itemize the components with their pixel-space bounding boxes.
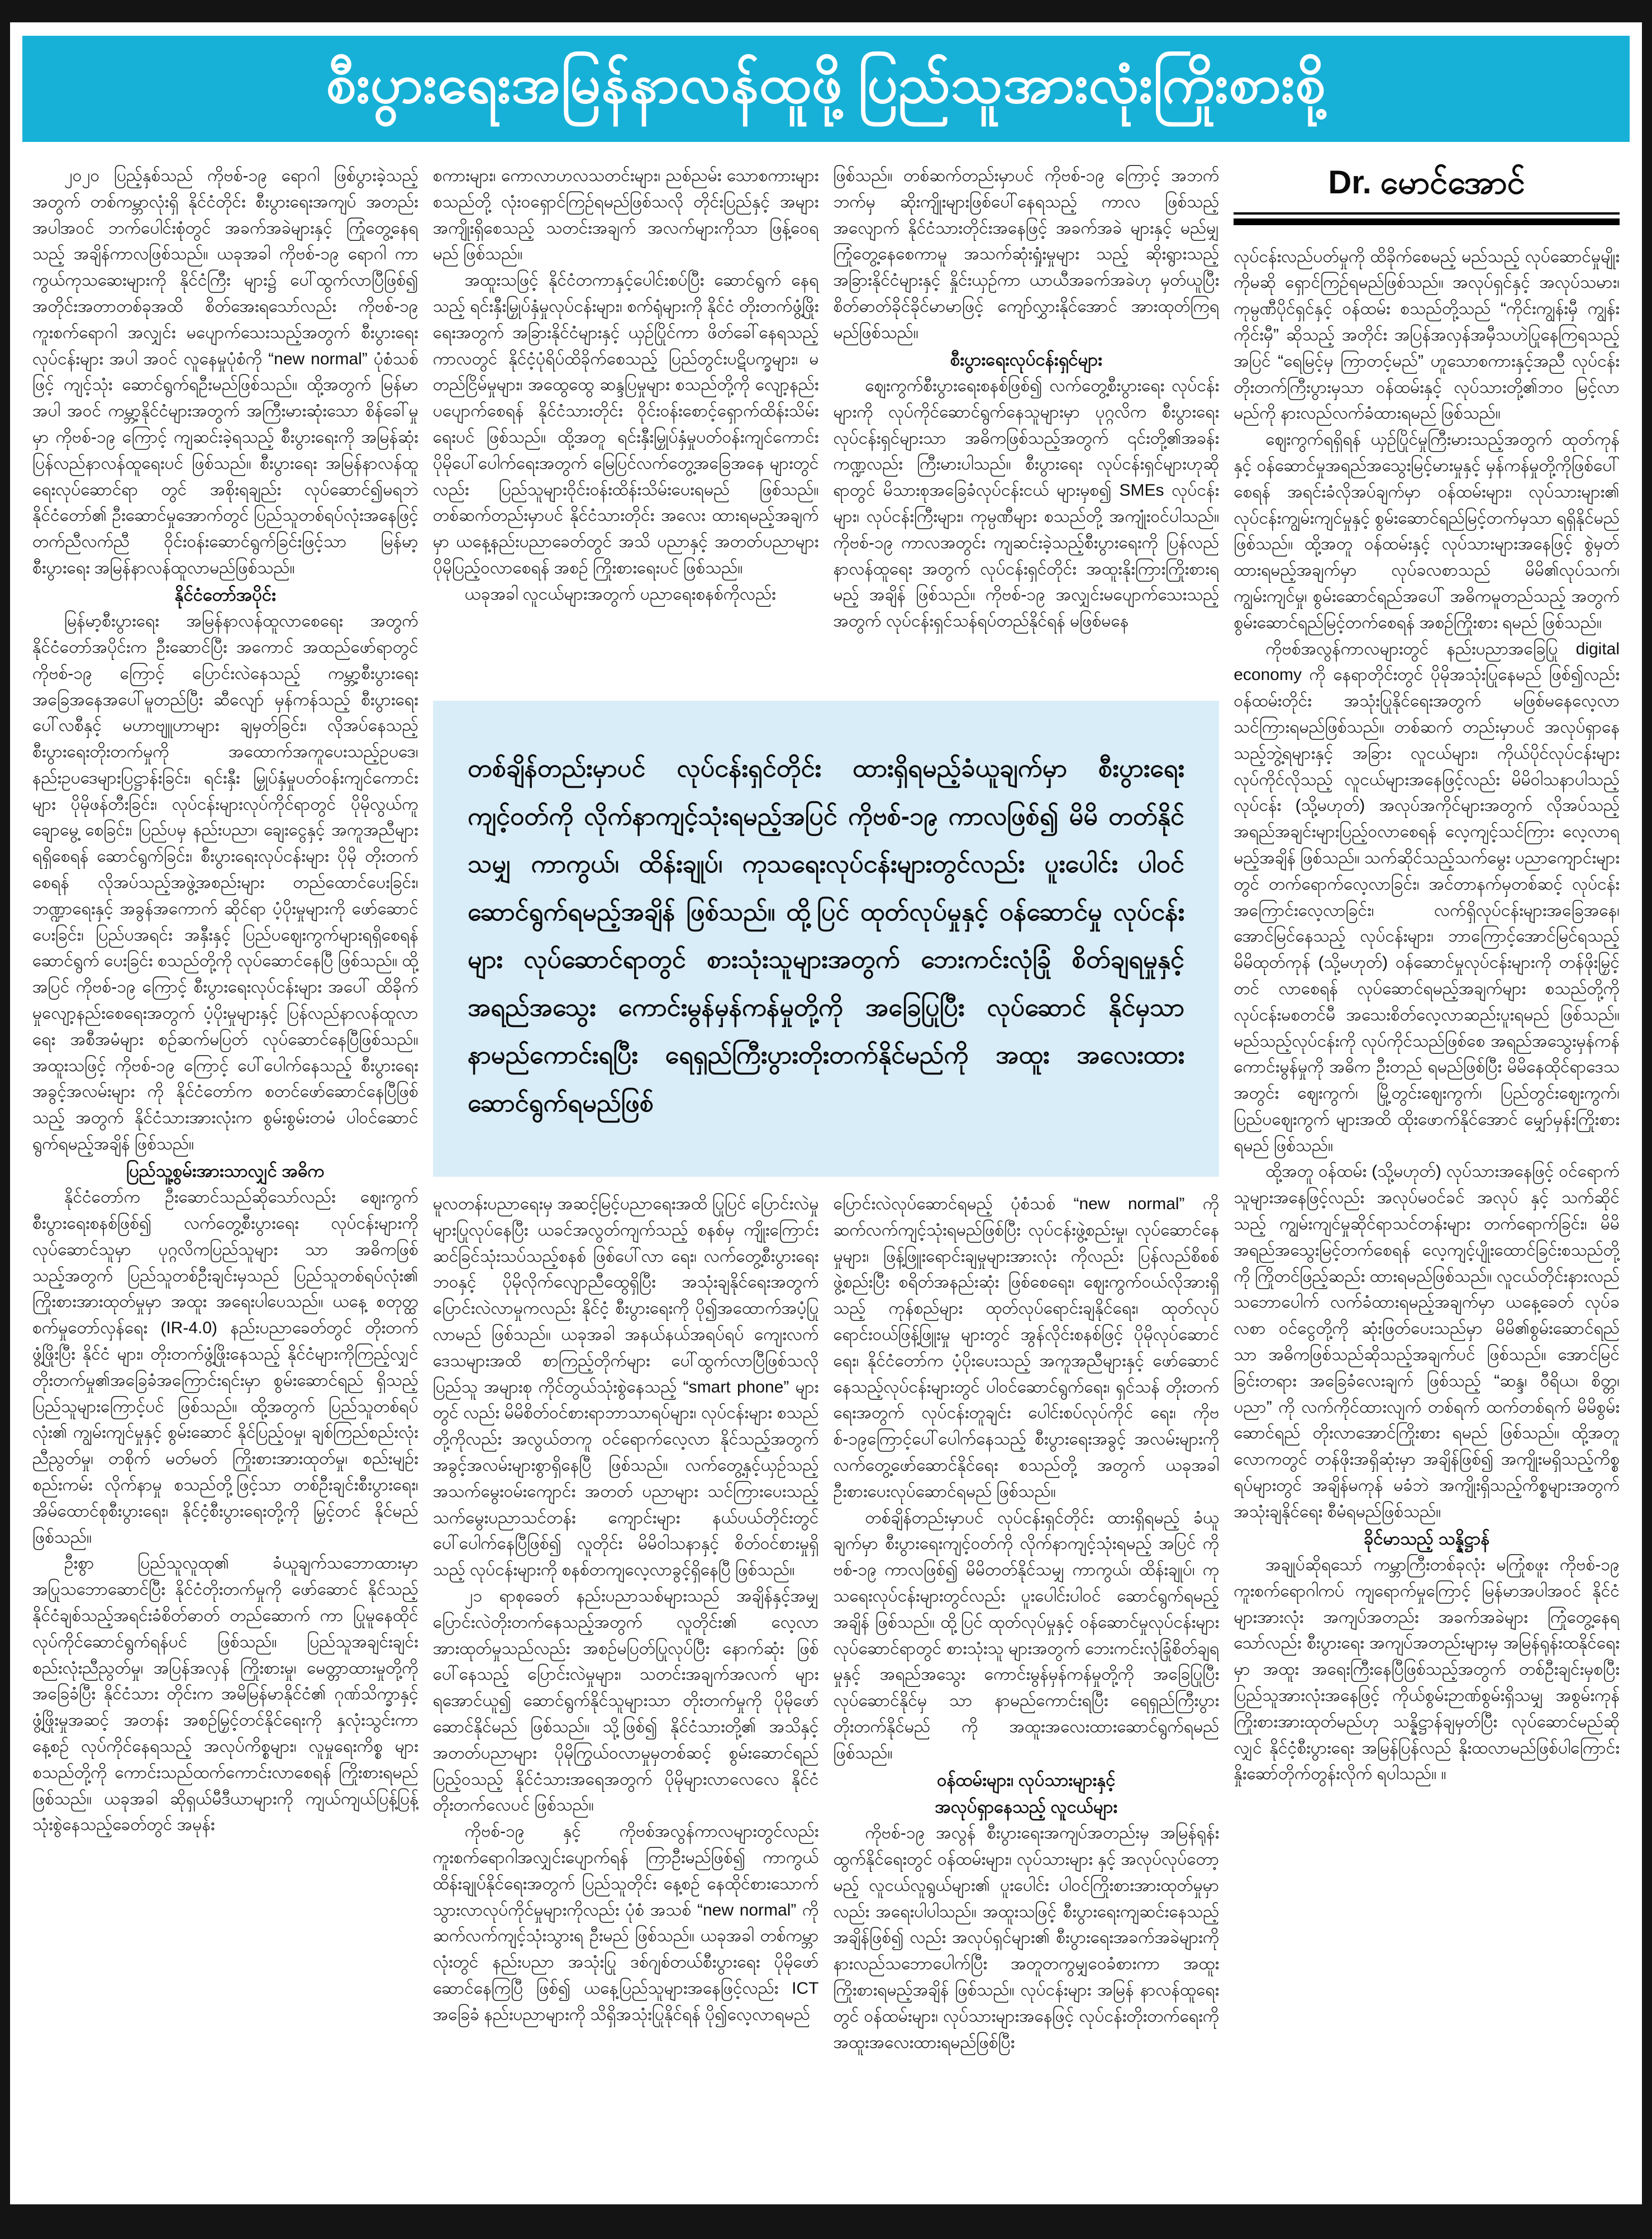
paragraph: ကိုဗစ်အလွန်ကာလများတွင် နည်းပညာအခြေပြု digital economy ကို နေရာတိုင်းတွင် ပိုမိုအသုံးပြုနေမည် ဖြစ်၍လည်း ဝန်ထမ်းတိုင်း အသုံးပြုနိုင်ရေးအတွက် မဖြစ်မနေလေ့လာသင်ကြားရမည်ဖြစ်သည်။ တစ်ဆက် တည်းမှာပင် အလုပ်ရှာနေသည့်ဘွဲ့ရများနှင့် အခြား လူငယ်များ၊ ကိုယ်ပိုင်လုပ်ငန်းများ လုပ်ကိုင်လိုသည့် လူငယ်များအနေဖြင့်လည်း မိမိဝါသနာပါသည့် လုပ်ငန်း (သို့မဟုတ်) အလုပ်အကိုင်များအတွက် လိုအပ်သည့် အရည်အချင်းများပြည့်ဝလာစေရန် လေ့ကျင့်သင်ကြား လေ့လာရမည့်အချိန် ဖြစ်သည်။ သက်ဆိုင်သည့်သက်မွေး ပညာကျောင်းများတွင် တက်ရောက်လေ့လာခြင်း၊ အင်တာနက်မှတစ်ဆင့် လုပ်ငန်းအကြောင်းလေ့လာခြင်း၊ လက်ရှိလုပ်ငန်းများအခြေအနေ၊ အောင်မြင်နေသည့် လုပ်ငန်းများ၊ ဘာကြောင့်အောင်မြင်ရသည့် မိမိထုတ်ကုန် (သို့မဟုတ်) ဝန်ဆောင်မှုလုပ်ငန်းများကို တန်ဖိုးမြှင့်တင် လာစေရန် လုပ်ဆောင်ရမည့်အချက်များ စသည်တို့ကို လုပ်ငန်းမစတင်မီ အသေးစိတ်လေ့လာဆည်းပူးရမည် ဖြစ်သည်။ မည်သည့်လုပ်ငန်းကို လုပ်ကိုင်သည်ဖြစ်စေ အရည်အသွေးမှန်ကန်ကောင်းမွန်မှုကို အဓိက ဦးတည် ရမည်ဖြစ်ပြီး မိမိနေထိုင်ရာဒေသအတွင်း ဈေးကွက်၊ မြို့တွင်းဈေးကွက်၊ ပြည်တွင်းဈေးကွက်၊ ပြည်ပဈေးကွက် များအထိ ထိုးဖောက်နိုင်အောင် မျှော်မှန်းကြိုးစားရမည် ဖြစ်သည်။ (1234, 639, 1620, 1155)
section-heading-workers-line1: ဝန်ထမ်းများ၊ လုပ်သားများနှင့် (937, 1770, 1116, 1790)
paragraph: ထို့အတူ ဝန်ထမ်း (သို့မဟုတ်) လုပ်သားအနေဖြင့် ဝင်ရောက်သူများအနေဖြင့်လည်း အလုပ်မဝင်ခင် အလုပ် နှင့် သက်ဆိုင်သည့် ကျွမ်းကျင်မှုဆိုင်ရာသင်တန်းများ တက်ရောက်ခြင်း၊ မိမိအရည်အသွေးမြင့်တက်စေရန် လေ့ကျင့်ပျိုးထောင်ခြင်းစသည်တို့ကို ကြိုတင်ဖြည့်ဆည်း ထားရမည်ဖြစ်သည်။ လူငယ်တိုင်းနားလည်သဘောပေါက် လက်ခံထားရမည့်အချက်မှာ ယနေ့ခေတ် လုပ်ခလစာ ဝင်ငွေတို့ကို ဆုံးဖြတ်ပေးသည်မှာ မိမိ၏စွမ်းဆောင်ရည် သာ အဓိကဖြစ်သည်ဆိုသည့်အချက်ပင် ဖြစ်သည်။ အောင်မြင်ခြင်းတရား အခြေခံလေးချက် ဖြစ်သည့် “ဆန္ဒ၊ ဝီရိယ၊ စိတ္တ၊ ပညာ” ကို လက်ကိုင်ထားလျက် တစ်ရက် ထက်တစ်ရက် မိမိစွမ်းဆောင်ရည် တိုးလာအောင်ကြိုးစား ရမည် ဖြစ်သည်။ ထို့အတူ လောကတွင် တန်ဖိုးအရှိဆုံးမှာ အချိန်ဖြစ်၍ အကျိုးမရှိသည့်ကိစ္စရပ်များတွင် အချိန်မကုန် မခံဘဲ အကျိုးရှိသည့်ကိစ္စများအတွက် အသုံးချနိုင်ရေး စီမံရမည်ဖြစ်သည်။ (1234, 1162, 1620, 1521)
column-3-upper-segment (834, 163, 1220, 698)
paragraph-continuation: စကားများ၊ ကောလာဟလသတင်းများ၊ ညစ်ညမ်း သောစကားများ စသည်တို့ လုံးဝရှောင်ကြဉ်ရမည်ဖြစ်သလို တိုင်းပြည်နှင့် အများအကျိုးရှိစေသည့် သတင်းအချက် အလက်များကိုသာ ဖြန့်ဝေရမည် ဖြစ်သည်။ (432, 167, 819, 264)
paragraph-continuation: မူလတန်းပညာရေးမှ အဆင့်မြင့်ပညာရေးအထိ ပြုပြင် ပြောင်းလဲမှုများပြုလုပ်နေပြီး ယခင်အလွတ်ကျက်သည့် စနစ်မှ ကျိုးကြောင်းဆင်ခြင်သုံးသပ်သည့်စနစ် ဖြစ်ပေါ်လာ ရေး၊ လက်တွေ့စီးပွားရေးဘဝနှင့် ပိုမိုလိုက်လျောညီထွေရှိပြီး အသုံးချနိုင်ရေးအတွက် ပြောင်းလဲလာမှုကလည်း နိုင်ငံ့ စီးပွားရေးကို ပို၍အထောက်အပံ့ပြုလာမည် ဖြစ်သည်။ ယခုအခါ အနယ်နယ်အရပ်ရပ် ကျေးလက်ဒေသများအထိ စာကြည့်တိုက်များ ပေါ်ထွက်လာပြီဖြစ်သလို ပြည်သူ အများစု ကိုင်တွယ်သုံးစွဲနေသည့် “smart phone” များတွင် လည်း မိမိစိတ်ဝင်စားရာဘာသာရပ်များ၊ လုပ်ငန်းများ စသည်တို့ကိုလည်း အလွယ်တကူ ဝင်ရောက်လေ့လာ နိုင်သည့်အတွက် အခွင့်အလမ်းများစွာရှိနေပြီ ဖြစ်သည်။ လက်တွေ့နှင့်ယှဉ်သည့် အသက်မွေးဝမ်းကျောင်း အတတ် ပညာများ သင်ကြားပေးသည့် သက်မွေးပညာသင်တန်း ကျောင်းများ နယ်ပယ်တိုင်းတွင် ပေါ်ပေါက်နေပြီဖြစ်၍ လူတိုင်း မိမိဝါသနာနှင့် စိတ်ဝင်စားမှုရှိသည့် လုပ်ငန်းများကို စနစ်တကျလေ့လာခွင့်ရှိနေပြီ ဖြစ်သည်။ (432, 1195, 819, 1580)
section-heading-state: နိုင်ငံတော်အပိုင်း (174, 584, 277, 605)
paragraph: ဈေးကွက်စီးပွားရေးစနစ်ဖြစ်၍ လက်တွေ့စီးပွားရေး လုပ်ငန်းများကို လုပ်ကိုင်ဆောင်ရွက်နေသူများမှာ ပုဂ္ဂလိက စီးပွားရေးလုပ်ငန်းရှင်များသာ အဓိကဖြစ်သည့်အတွက် ၎င်းတို့၏အခန်းကဏ္ဍလည်း ကြီးမားပါသည်။ စီးပွားရေး လုပ်ငန်းရှင်များဟုဆိုရာတွင် မိသားစုအခြေခံလုပ်ငန်းငယ် များမှစ၍ SMEs လုပ်ငန်းများ၊ လုပ်ငန်းကြီးများ၊ ကုမ္ပဏီများ စသည်တို့ အကျုံးဝင်ပါသည်။ ကိုဗစ်-၁၉ ကာလအတွင်း ကျဆင်းခဲ့သည့်စီးပွားရေးကို ပြန်လည်နာလန်ထူရေး အတွက် လုပ်ငန်းရှင်တိုင်း အထူးနိုးကြားကြိုးစားရမည့် အချိန် ဖြစ်သည်။ ကိုဗစ်-၁၉ အလျှင်းမပျောက်သေးသည့် အတွက် လုပ်ငန်းရှင်သန်ရပ်တည်နိုင်ရန် မဖြစ်မနေ (833, 376, 1220, 631)
byline-block (1234, 163, 1620, 225)
byline-rule-thick (1234, 218, 1620, 225)
section-heading-resolution: ခိုင်မာသည့် သန္နိဋ္ဌာန် (1364, 1528, 1490, 1548)
paragraph-continuation: ပြောင်းလဲလုပ်ဆောင်ရမည့် ပုံစံသစ် “new normal” ကို ဆက်လက်ကျင့်သုံးရမည်ဖြစ်ပြီး လုပ်ငန်းဖွဲ့စည်းမှု၊ လုပ်ဆောင်နေမှုများ၊ ဖြန့်ဖြူးရောင်းချမှုများအားလုံး ကိုလည်း ပြန်လည်စိစစ်ဖွဲ့စည်းပြီး စရိတ်အနည်းဆုံး ဖြစ်စေရေး၊ ဈေးကွက်ဝယ်လိုအားရှိသည့် ကုန်စည်များ ထုတ်လုပ်ရောင်းချနိုင်ရေး၊ ထုတ်လုပ်ရောင်းဝယ်ဖြန့်ဖြူးမှု များတွင် အွန်လိုင်းစနစ်ဖြင့် ပိုမိုလုပ်ဆောင်ရေး၊ နိုင်ငံတော်က ပံ့ပိုးပေးသည့် အကူအညီများနှင့် ဖော်ဆောင် နေသည့်လုပ်ငန်းများတွင် ပါဝင်ဆောင်ရွက်ရေး၊ ရှင်သန် တိုးတက်ရေးအတွက် လုပ်ငန်းတူချင်း ပေါင်းစပ်လုပ်ကိုင် ရေး၊ ကိုဗစ်-၁၉ကြောင့်ပေါ်ပေါက်နေသည့် စီးပွားရေးအခွင့် အလမ်းများကို လက်တွေ့ဖော်ဆောင်နိုင်ရေး စသည်တို့ အတွက် ယခုအခါ ဦးစားပေးလုပ်ဆောင်ရမည် ဖြစ်သည်။ (833, 1195, 1220, 1501)
paragraph: ၂၁ ရာစုခေတ် နည်းပညာသစ်များသည် အချိန်နှင့်အမျှ ပြောင်းလဲတိုးတက်နေသည့်အတွက် လူတိုင်း၏ လေ့လာ အားထုတ်မှုသည်လည်း အစဉ်မပြတ်ပြုလုပ်ပြီး နောက်ဆုံး ဖြစ်ပေါ်နေသည့် ပြောင်းလဲမှုများ၊ သတင်းအချက်အလက် များရအောင်ယူ၍ ဆောင်ရွက်နိုင်သူများသာ တိုးတက်မှုကို ပိုမိုဖော်ဆောင်နိုင်မည် ဖြစ်သည်။ သို့ဖြစ်၍ နိုင်ငံသားတို့၏ အသိနှင့်အတတ်ပညာများ ပိုမိုကြွယ်ဝလာမှုမှတစ်ဆင့် စွမ်းဆောင်ရည်ပြည့်ဝသည့် နိုင်ငံသားအရေအတွက် ပိုမိုများလာလေလေ နိုင်ငံတိုးတက်လေပင် ဖြစ်သည်။ (432, 1586, 819, 1815)
paragraph: နိုင်ငံတော်က ဦးဆောင်သည်ဆိုသော်လည်း ဈေးကွက်စီးပွားရေးစနစ်ဖြစ်၍ လက်တွေ့စီးပွားရေး လုပ်ငန်းများကို လုပ်ဆောင်သူမှာ ပုဂ္ဂလိကပြည်သူများ သာ အဓိကဖြစ်သည့်အတွက် ပြည်သူတစ်ဦးချင်းမှသည် ပြည်သူတစ်ရပ်လုံး၏ ကြိုးစားအားထုတ်မှုမှာ အထူး အရေးပါပေသည်။ ယနေ့ စတုတ္ထစက်မှုတော်လှန်ရေး (IR-4.0) နည်းပညာခေတ်တွင် တိုးတက်ဖွံ့ဖြိုးပြီး နိုင်ငံ များ၊ တိုးတက်ဖွံ့ဖြိုးနေသည့် နိုင်ငံများကိုကြည့်လျှင် တိုးတက်မှု၏အခြေခံအကြောင်းရင်းမှာ စွမ်းဆောင်ရည် ရှိသည့် ပြည်သူများကြောင့်ပင် ဖြစ်သည်။ ထို့အတွက် ပြည်သူတစ်ရပ်လုံး၏ ကျွမ်းကျင်မှုနှင့် စွမ်းဆောင် နိုင်ပြည့်ဝမှု၊ ချစ်ကြည်စည်းလုံးညီညွတ်မှု၊ တစိုက် မတ်မတ် ကြိုးစားအားထုတ်မှု၊ စည်းမျဉ်းစည်းကမ်း လိုက်နာမှု စသည်တို့ဖြင့်သာ တစ်ဦးချင်းစီးပွားရေး၊ အိမ်ထောင်စုစီးပွားရေး၊ နိုင်ငံ့စီးပွားရေးတို့ကို မြှင့်တင် နိုင်မည်ဖြစ်သည်။ (32, 1188, 418, 1547)
column-4 (1234, 163, 1620, 2175)
article-body (32, 163, 1620, 2175)
paragraph: အထူးသဖြင့် နိုင်ငံတကာနှင့်ပေါင်းစပ်ပြီး ဆောင်ရွက် နေရသည့် ရင်းနှီးမြှုပ်နှံမှုလုပ်ငန်းများ၊ စက်ရုံများကို နိုင်ငံ တိုးတက်ဖွံ့ဖြိုးရေးအတွက် အခြားနိုင်ငံများနှင့် ယှဉ်ပြိုင်ကာ ဖိတ်ခေါ်နေရသည့်ကာလတွင် နိုင်ငံ့ပုံရိပ်ထိခိုက်စေသည့် ပြည်တွင်းပဋိပက္ခများ၊ မတည်ငြိမ်မှုများ၊ အထွေထွေ ဆန္ဒပြမှုများ စသည်တို့ကို လျော့နည်းပပျောက်စေရန် နိုင်ငံသားတိုင်း ဝိုင်းဝန်းစောင့်ရှောက်ထိန်းသိမ်းရေးပင် ဖြစ်သည်။ ထို့အတူ ရင်းနှီးမြှုပ်နှံမှုပတ်ဝန်းကျင်ကောင်း ပိုမိုပေါ်ပေါက်ရေးအတွက် မြေပြင်လက်တွေ့အခြေအနေ များတွင်လည်း ပြည်သူများဝိုင်းဝန်းထိန်းသိမ်းပေးရမည် ဖြစ်သည်။ တစ်ဆက်တည်းမှာပင် နိုင်ငံသားတိုင်း အလေး ထားရမည့်အချက်မှာ ယနေ့နည်းပညာခေတ်တွင် အသိ ပညာနှင့် အတတ်ပညာများ ပိုမိုပြည့်ဝလာစေရန် အစဉ် ကြိုးစားရေးပင် ဖြစ်သည်။ (432, 271, 819, 577)
pull-quote-box (433, 701, 1219, 1177)
paragraph: ယခုအခါ လူငယ်များအတွက် ပညာရေးစနစ်ကိုလည်း (464, 584, 776, 603)
paragraph: ၂၀၂၀ ပြည့်နှစ်သည် ကိုဗစ်-၁၉ ရောဂါ ဖြစ်ပွားခဲ့သည့် အတွက် တစ်ကမ္ဘာလုံးရှိ နိုင်ငံတိုင်း စီးပွားရေးအကျပ် အတည်း အပါအဝင် ဘက်ပေါင်းစုံတွင် အခက်အခဲများနှင့် ကြုံတွေ့နေရသည့် အချိန်ကာလဖြစ်သည်။ ယခုအခါ ကိုဗစ်-၁၉ ရောဂါ ကာကွယ်ကုသဆေးများကို နိုင်ငံကြီး များ၌ ပေါ်ထွက်လာပြီဖြစ်၍ အတိုင်းအတာတစ်ခုအထိ စိတ်အေးရသော်လည်း ကိုဗစ်-၁၉ ကူးစက်ရောဂါ အလျှင်း မပျောက်သေးသည့်အတွက် စီးပွားရေးလုပ်ငန်းများ အပါ အဝင် လူနေမှုပုံစံကို “new normal” ပုံစံသစ်ဖြင့် ကျင့်သုံး ဆောင်ရွက်ရဦးမည်ဖြစ်သည်။ ထို့အတွက် မြန်မာအပါ အဝင် ကမ္ဘာ့နိုင်ငံများအတွက် အကြီးမားဆုံးသော စိန်ခေါ်မှုမှာ ကိုဗစ်-၁၉ ကြောင့် ကျဆင်းခဲ့ရသည့် စီးပွားရေးကို အမြန်ဆုံး ပြန်လည်နာလန်ထူရေးပင် ဖြစ်သည်။ စီးပွားရေး အမြန်နာလန်ထူရေးလုပ်ဆောင်ရာ တွင် အစိုးရချည်း လုပ်ဆောင်၍မရဘဲ နိုင်ငံတော်၏ ဦးဆောင်မှုအောက်တွင် ပြည်သူတစ်ရပ်လုံးအနေဖြင့် တက်ညီလက်ညီ ဝိုင်းဝန်းဆောင်ရွက်ခြင်းဖြင့်သာ မြန်မာ့ စီးပွားရေး အမြန်နာလန်ထူလာမည်ဖြစ်သည်။ (32, 167, 418, 577)
paragraph: ကိုဗစ်-၁၉ နှင့် ကိုဗစ်အလွန်ကာလများတွင်လည်း ကူးစက်ရောဂါအလျှင်းပျောက်ရန် ကြာဦးမည်ဖြစ်၍ ကာကွယ်ထိန်းချုပ်နိုင်ရေးအတွက် ပြည်သူတိုင်း နေ့စဉ် နေထိုင်စားသောက်သွားလာလုပ်ကိုင်မှုများကိုလည်း ပုံစံ အသစ် “new normal” ကို ဆက်လက်ကျင့်သုံးသွားရ ဦးမည် ဖြစ်သည်။ ယခုအခါ တစ်ကမ္ဘာလုံးတွင် နည်းပညာ အသုံးပြု ဒစ်ဂျစ်တယ်စီးပွားရေး ပိုမိုဖော်ဆောင်နေကြပြီ ဖြစ်၍ ယနေ့ပြည်သူများအနေဖြင့်လည်း ICT အခြေခံ နည်းပညာများကို သိရှိအသုံးပြုနိုင်ရန် ပို၍လေ့လာရမည် (432, 1822, 819, 2024)
headline-banner (22, 36, 1630, 142)
paragraph: ကိုဗစ်-၁၉ အလွန် စီးပွားရေးအကျပ်အတည်းမှ အမြန်ရုန်းထွက်နိုင်ရေးတွင် ဝန်ထမ်းများ၊ လုပ်သားများ နှင့် အလုပ်လုပ်တော့မည့် လူငယ်လူရွယ်များ၏ ပူးပေါင်း ပါဝင်ကြိုးစားအားထုတ်မှုမှာလည်း အရေးပါပါသည်။ အထူးသဖြင့် စီးပွားရေးကျဆင်းနေသည့်အချိန်ဖြစ်၍ လည်း အလုပ်ရှင်များ၏ စီးပွားရေးအခက်အခဲများကို နားလည်သဘောပေါက်ပြီး အတူတကွမျှဝေခံစားကာ အထူးကြိုးစားရမည့်အချိန် ဖြစ်သည်။ လုပ်ငန်းများ အမြန် နာလန်ထူရေးတွင် ဝန်ထမ်းများ၊ လုပ်သားများအနေဖြင့် လုပ်ငန်းတိုးတက်ရေးကို အထူးအလေးထားရမည်ဖြစ်ပြီး (833, 1824, 1220, 2052)
paragraph-continuation: လုပ်ငန်းလည်ပတ်မှုကို ထိခိုက်စေမည့် မည်သည့် လုပ်ဆောင်မှုမျိုးကိုမဆို ရှောင်ကြဉ်ရမည်ဖြစ်သည်။ အလုပ်ရှင်နှင့် အလုပ်သမား၊ ကုမ္ပဏီပိုင်ရှင်နှင့် ဝန်ထမ်း စသည်တို့သည် “ကိုင်းကျွန်းမှီ ကျွန်းကိုင်းမှီ” ဆိုသည့် အတိုင်း အပြန်အလှန်အမှီသဟဲပြုနေကြရသည့်အပြင် “ရေမြင့်မှ ကြာတင့်မည်” ဟူသောစကားနှင့်အညီ လုပ်ငန်း တိုးတက်ကြီးပွားမှသာ ဝန်ထမ်းနှင့် လုပ်သားတို့၏ဘဝ မြင့်လာမည်ကို နားလည်လက်ခံထားရမည် ဖြစ်သည်။ (1234, 247, 1620, 423)
author-byline: Dr. မောင်အောင် (1328, 164, 1525, 201)
article-headline: စီးပွားရေးအမြန်နာလန်ထူဖို့ ပြည်သူအားလုံးကြိုးစားစို့ (326, 54, 1326, 114)
paragraph-continuation: ဖြစ်သည်။ တစ်ဆက်တည်းမှာပင် ကိုဗစ်-၁၉ ကြောင့် အဘက်ဘက်မှ ဆိုးကျိုးများဖြစ်ပေါ်နေရသည့် ကာလ ဖြစ်သည့်အလျောက် နိုင်ငံသားတိုင်းအနေဖြင့် အခက်အခဲ များနှင့် မည်မျှကြုံတွေ့နေစေကာမူ အသက်ဆုံးရှုံးမှုများ သည့် ဆိုးရွားသည့်အခြားနိုင်ငံများနှင့် နှိုင်းယှဉ်ကာ ယာယီအခက်အခဲဟု မှတ်ယူပြီး စိတ်ဓာတ်ခိုင်ခိုင်မာမာဖြင့် ကျော်လွှားနိုင်အောင် အားထုတ်ကြရမည်ဖြစ်သည်။ (833, 167, 1220, 342)
column-1 (32, 163, 418, 2175)
paragraph: ဈေးကွက်ရရှိရန် ယှဉ်ပြိုင်မှုကြီးမားသည့်အတွက် ထုတ်ကုန်နှင့် ဝန်ဆောင်မှုအရည်အသွေးမြင့်မားမှုနှင့် မှန်ကန်မှုတို့ကိုဖြစ်ပေါ်စေရန် အရင်းခံလိုအပ်ချက်မှာ ဝန်ထမ်းများ၊ လုပ်သားများ၏ လုပ်ငန်းကျွမ်းကျင်မှုနှင့် စွမ်းဆောင်ရည်မြင့်တက်မှသာ ရရှိနိုင်မည်ဖြစ်သည်။ ထို့အတူ ဝန်ထမ်းနှင့် လုပ်သားများအနေဖြင့် စွဲမှတ် ထားရမည့်အချက်မှာ လုပ်ခလစာသည် မိမိ၏လုပ်သက်၊ ကျွမ်းကျင်မှု၊ စွမ်းဆောင်ရည်အပေါ် အဓိကမူတည်သည့် အတွက် စွမ်းဆောင်ရည်မြင့်တက်စေရန် အစဉ်ကြိုးစား ရမည် ဖြစ်သည်။ (1234, 430, 1620, 632)
paragraph: အချုပ်ဆိုရသော် ကမ္ဘာကြီးတစ်ခုလုံး မကြုံစဖူး ကိုဗစ်-၁၉ ကူးစက်ရောဂါကပ် ကျရောက်မှုကြောင့် မြန်မာအပါအဝင် နိုင်ငံများအားလုံး အကျပ်အတည်း အခက်အခဲများ ကြုံတွေ့နေရသော်လည်း စီးပွားရေး အကျပ်အတည်းများမှ အမြန်ရုန်းထနိုင်ရေးမှာ အထူး အရေးကြီးနေပြီဖြစ်သည့်အတွက် တစ်ဦးချင်းမှစပြီး ပြည်သူအားလုံးအနေဖြင့် ကိုယ်စွမ်းဉာဏ်စွမ်းရှိသမျှ အစွမ်းကုန်ကြိုးစားအားထုတ်မည်ဟု သန္နိဋ္ဌာန်ချမှတ်ပြီး လုပ်ဆောင်မည်ဆိုလျှင် နိုင်ငံ့စီးပွားရေး အမြန်ပြန်လည် နိုးထလာမည်ဖြစ်ပါကြောင်း နှိုးဆော်တိုက်တွန်းလိုက် ရပါသည်။ ။ (1234, 1556, 1620, 1784)
page-background (10, 22, 1642, 2204)
pull-quote-text: တစ်ချိန်တည်းမှာပင် လုပ်ငန်းရှင်တိုင်း ထားရှိရမည့်ခံယူချက်မှာ စီးပွားရေး ကျင့်ဝတ်ကို လိုက်နာကျင့်သုံးရမည့်အပြင် ကိုဗစ်-၁၉ ကာလဖြစ်၍ မိမိ တတ်နိုင်သမျှ ကာကွယ်၊ ထိန်းချုပ်၊ ကုသရေးလုပ်ငန်းများတွင်လည်း ပူးပေါင်း ပါဝင် ဆောင်ရွက်ရမည့်အချိန် ဖြစ်သည်။ ထို့ပြင် ထုတ်လုပ်မှုနှင့် ဝန်ဆောင်မှု လုပ်ငန်းများ လုပ်ဆောင်ရာတွင် စားသုံးသူများအတွက် ဘေးကင်းလုံခြုံ စိတ်ချရမှုနှင့် အရည်အသွေး ကောင်းမွန်မှန်ကန်မှုတို့ကို အခြေပြုပြီး လုပ်ဆောင် နိုင်မှသာ နာမည်ကောင်းရပြီး ရေရှည်ကြီးပွားတိုးတက်နိုင်မည်ကို အထူး အလေးထား ဆောင်ရွက်ရမည်ဖြစ် (468, 754, 1184, 1117)
section-heading-workers-line2: အလုပ်ရှာနေသည့် လူငယ်များ (935, 1796, 1118, 1817)
section-heading-entrepreneurs: စီးပွားရေးလုပ်ငန်းရှင်များ (950, 349, 1102, 369)
column-2-upper-segment (433, 163, 819, 698)
paragraph: ဦးစွာ ပြည်သူလူထု၏ ခံယူချက်သဘောထားမှာ အပြုသဘောဆောင်ပြီး နိုင်ငံတိုးတက်မှုကို ဖော်ဆောင် နိုင်သည့် နိုင်ငံချစ်သည့်အရင်းခံစိတ်ဓာတ် တည်ဆောက် ကာ ပြုမူနေထိုင်လုပ်ကိုင်ဆောင်ရွက်ရန်ပင် ဖြစ်သည်။ ပြည်သူအချင်းချင်း စည်းလုံးညီညွတ်မှု၊ အပြန်အလှန် ကြိုးစားမှု၊ မေတ္တာထားမှုတို့ကို အခြေခံပြီး နိုင်ငံသား တိုင်းက အမိမြန်မာနိုင်ငံ၏ ဂုဏ်သိက္ခာနှင့် ဖွံ့ဖြိုးမှုအဆင့် အတန်း အစဉ်မြှင့်တင်နိုင်ရေးကို နှလုံးသွင်းကာ နေ့စဉ် လုပ်ကိုင်နေရသည့် အလုပ်ကိစ္စများ၊ လူမှုရေးကိစ္စ များ စသည်တို့ကို ကောင်းသည်ထက်ကောင်းလာစေရန် ကြိုးစားရမည် ဖြစ်သည်။ ယခုအခါ ဆိုရှယ်မီဒီယာများကို ကျယ်ကျယ်ပြန့်ပြန့် သုံးစွဲနေသည့်ခေတ်တွင် အမုန်း (32, 1554, 418, 1834)
paragraph: မြန်မာ့စီးပွားရေး အမြန်နာလန်ထူလာစေရေး အတွက် နိုင်ငံတော်အပိုင်းက ဦးဆောင်ပြီး အကောင် အထည်ဖော်ရာတွင် ကိုဗစ်-၁၉ ကြောင့် ပြောင်းလဲနေသည့် ကမ္ဘာ့စီးပွားရေးအခြေအနေအပေါ်မူတည်ပြီး ဆီလျော် မှန်ကန်သည့် စီးပွားရေးပေါ်လစီနှင့် မဟာဗျူဟာများ ချမှတ်ခြင်း၊ လိုအပ်နေသည့် စီးပွားရေးတိုးတက်မှုကို အထောက်အကူပေးသည့်ဥပဒေ၊ နည်းဥပဒေများပြဋ္ဌာန်းခြင်း၊ ရင်းနှီး မြှုပ်နှံမှုပတ်ဝန်းကျင်ကောင်းများ ပိုမိုဖန်တီးခြင်း၊ လုပ်ငန်းများလုပ်ကိုင်ရာတွင် ပိုမိုလွယ်ကူချောမွေ့ စေခြင်း၊ ပြည်ပမှ နည်းပညာ၊ ချေးငွေနှင့် အကူအညီများ ရရှိစေရန် ဆောင်ရွက်ခြင်း၊ စီးပွားရေးလုပ်ငန်းများ ပိုမို တိုးတက်စေရန် လိုအပ်သည့်အဖွဲ့အစည်းများ တည်ထောင်ပေးခြင်း၊ ဘဏ္ဍာရေးနှင့် အခွန်အကောက် ဆိုင်ရာ ပံ့ပိုးမှုများကို ဖော်ဆောင်ပေးခြင်း၊ ပြည်ပအရင်း အနှီးနှင့် ပြည်ပဈေးကွက်များရရှိစေရန် ဆောင်ရွက် ပေးခြင်း စသည်တို့ကို လုပ်ဆောင်နေပြီ ဖြစ်သည်။ ထို့အပြင် ကိုဗစ်-၁၉ ကြောင့် စီးပွားရေးလုပ်ငန်းများ အပေါ် ထိခိုက်မှုလျော့နည်းစေရေးအတွက် ပံ့ပိုးမှုများနှင့် ပြန်လည်နာလန်ထူလာရေး အစီအမံများ စဉ်ဆက်မပြတ် လုပ်ဆောင်နေပြီဖြစ်သည်။ အထူးသဖြင့် ကိုဗစ်-၁၉ ကြောင့် ပေါ်ပေါက်နေသည့် စီးပွားရေးအခွင့်အလမ်းများ ကို နိုင်ငံတော်က စတင်ဖော်ဆောင်နေပြီဖြစ်သည့် အတွက် နိုင်ငံသားအားလုံးက စွမ်းစွမ်းတမံ ပါဝင်ဆောင် ရွက်ရမည့်အချိန် ဖြစ်သည်။ (32, 612, 418, 1154)
paragraph: တစ်ချိန်တည်းမှာပင် လုပ်ငန်းရှင်တိုင်း ထားရှိရမည့် ခံယူချက်မှာ စီးပွားရေးကျင့်ဝတ်ကို လိုက်နာကျင့်သုံးရမည့် အပြင် ကိုဗစ်-၁၉ ကာလဖြစ်၍ မိမိတတ်နိုင်သမျှ ကာကွယ်၊ ထိန်းချုပ်၊ ကုသရေးလုပ်ငန်းများတွင်လည်း ပူးပေါင်းပါဝင် ဆောင်ရွက်ရမည့်အချိန် ဖြစ်သည်။ ထို့ပြင် ထုတ်လုပ်မှုနှင့် ဝန်ဆောင်မှုလုပ်ငန်းများ လုပ်ဆောင်ရာတွင် စားသုံးသူ များအတွက် ဘေးကင်းလုံခြုံစိတ်ချရမှုနှင့် အရည်အသွေး ကောင်းမွန်မှန်ကန်မှုတို့ကို အခြေပြုပြီး လုပ်ဆောင်နိုင်မှ သာ နာမည်ကောင်းရပြီး ရေရှည်ကြီးပွားတိုးတက်နိုင်မည် ကို အထူးအလေးထားဆောင်ရွက်ရမည် ဖြစ်သည်။ (833, 1508, 1220, 1762)
byline-rule-thin (1234, 212, 1620, 215)
section-heading-people-power: ပြည်သူ့စွမ်းအားသာလျှင် အဓိက (126, 1161, 325, 1181)
